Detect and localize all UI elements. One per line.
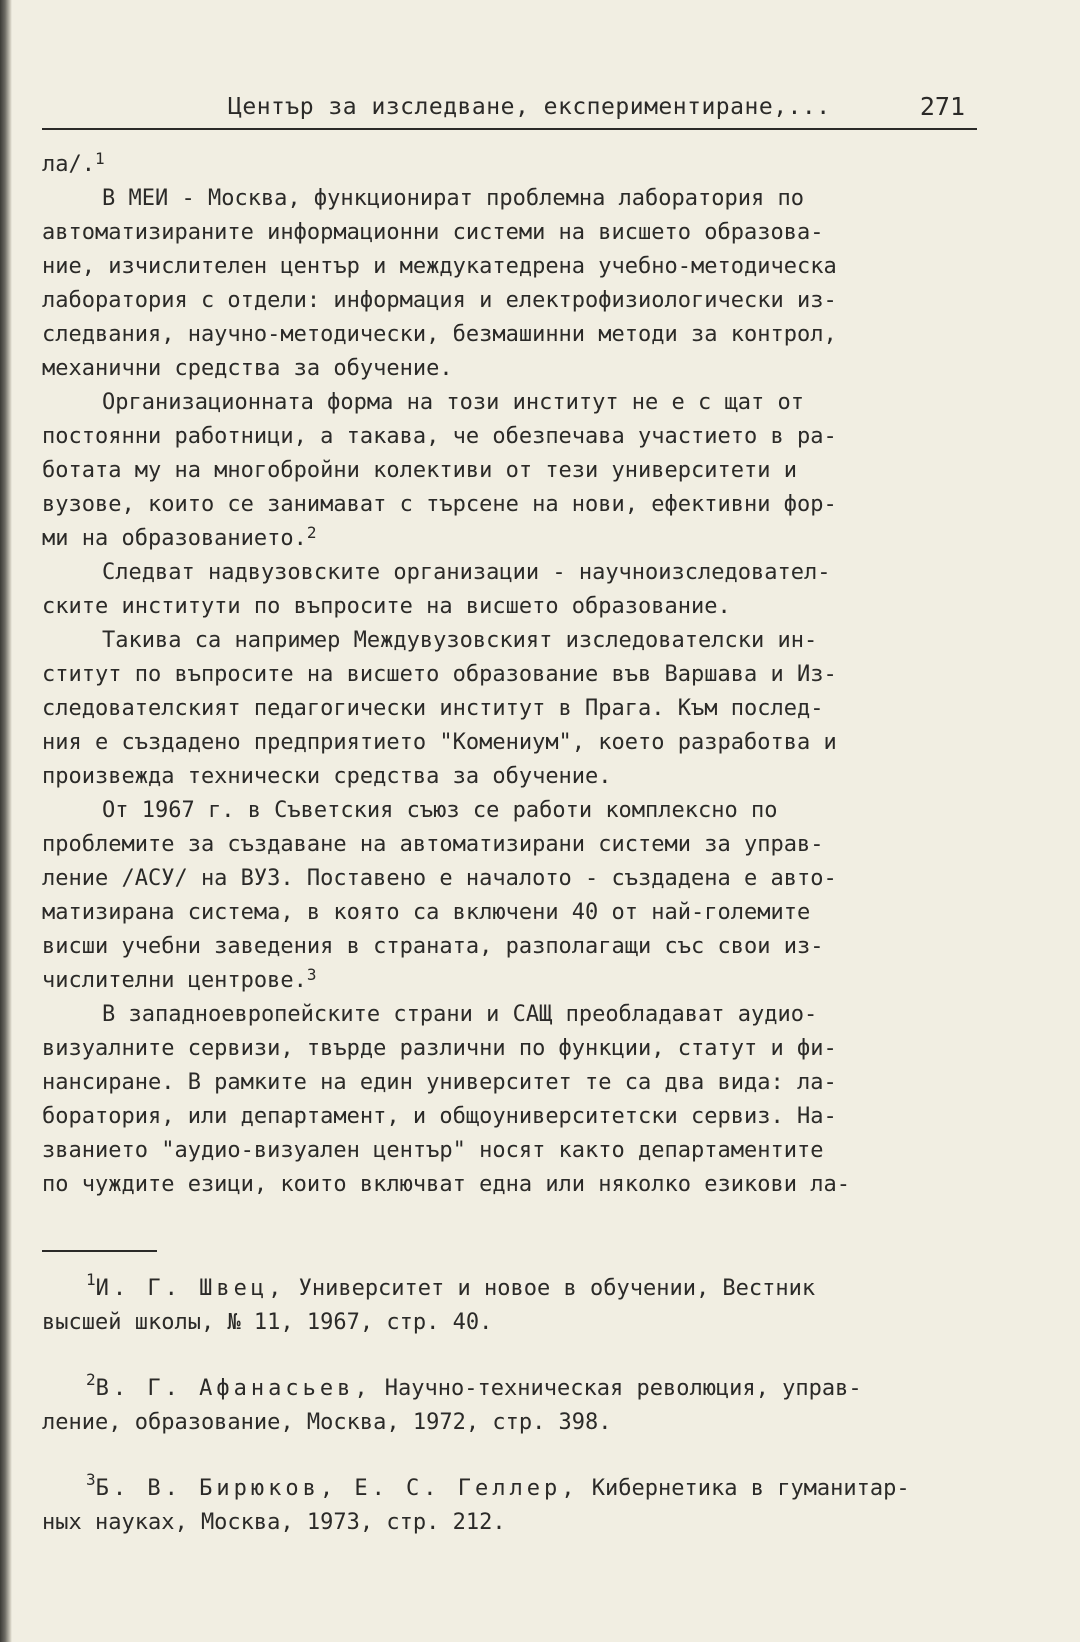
text-line: лаборатория с отдели: информация и електрофизиологически из- <box>42 288 837 313</box>
text-line: В МЕИ - Москва, функционират проблемна лаборатория по <box>102 186 804 211</box>
footnote-ref-2: 2 <box>306 523 317 542</box>
text-line: ститут по въпросите на висшето образование във Варшава и Из- <box>42 662 837 687</box>
footnote-continuation: ление, образование, Москва, 1972, стр. 398. <box>42 1410 612 1435</box>
text-line: вузове, които се занимават с търсене на нови, ефективни фор- <box>42 492 837 517</box>
page-number: 271 <box>919 92 965 121</box>
footnote-number: 3 <box>86 1470 96 1489</box>
text-line: по чуждите езици, които включват една или няколко езикови ла- <box>42 1172 850 1197</box>
footnote-ref-3: 3 <box>306 965 317 984</box>
footnote-1 <box>42 1272 1002 1340</box>
footnote-number: 1 <box>86 1270 96 1289</box>
text-line: ми на образованието.$^2$ <box>42 523 317 551</box>
footnote-author: В. Г. Афанасьев, <box>95 1376 372 1401</box>
main-text <box>42 148 982 1202</box>
footnote-2 <box>42 1372 1002 1440</box>
text-line: следователският педагогически институт в Прага. Към послед- <box>42 696 824 721</box>
page-header <box>42 92 977 130</box>
running-title: Център за изследване, експериментиране,... <box>228 94 831 120</box>
text-line: произвежда технически средства за обучение. <box>42 764 612 789</box>
text-line: ботата му на многобройни колективи от тези университети и <box>42 458 797 483</box>
text-line: проблемите за създаване на автоматизирани системи за управ- <box>42 832 824 857</box>
text-line: Организационната форма на този институт не е с щат от <box>102 390 804 415</box>
footnote-continuation: высшей школы, № 11, 1967, стр. 40. <box>42 1310 493 1335</box>
text-line: матизирана система, в която са включени 40 от най-големите <box>42 900 811 925</box>
footnote-title: Университет и новое в обучении, Вестник <box>285 1276 816 1301</box>
text-line: боратория, или департамент, и общоуниверситетски сервиз. На- <box>42 1104 837 1129</box>
footnote-number: 2 <box>86 1370 96 1389</box>
footnote-title: Научно-техническая революция, управ- <box>371 1376 862 1401</box>
footnote-continuation: ных науках, Москва, 1973, стр. 212. <box>42 1510 506 1535</box>
text-line: визуалните сервизи, твърде различни по функции, статут и фи- <box>42 1036 837 1061</box>
text-line: званието "аудио-визуален център" носят както департаментите <box>42 1138 824 1163</box>
footnote-ref-1: 1 <box>94 149 105 168</box>
text-line: В западноевропейските страни и САЩ преобладават аудио- <box>102 1002 818 1027</box>
text-line: постоянни работници, а такава, че обезпечава участието в ра- <box>42 424 837 449</box>
text-line: Следват надвузовските организации - научноизследовател- <box>102 560 831 585</box>
text-line: ла/.$^1$ <box>42 149 105 177</box>
text-line: ските институти по въпросите на висшето образование. <box>42 594 731 619</box>
text-line: Такива са например Междувузовският изследователски ин- <box>102 628 818 653</box>
text-line: ление /АСУ/ на ВУЗ. Поставено е началото - създадена е авто- <box>42 866 837 891</box>
text-line: числителни центрове.$^3$ <box>42 965 317 993</box>
text-line: следвания, научно-методически, безмашинни методи за контрол, <box>42 322 837 347</box>
text-line: автоматизираните информационни системи на висшето образова- <box>42 220 824 245</box>
footnote-separator <box>42 1250 157 1252</box>
footnote-3 <box>42 1472 1002 1540</box>
footnotes <box>42 1272 1002 1572</box>
text-line: нансиране. В рамките на един университет те са два вида: ла- <box>42 1070 837 1095</box>
footnote-author: И. Г. Швец, <box>95 1276 286 1301</box>
text-line: висши учебни заведения в страната, разполагащи със свои из- <box>42 934 824 959</box>
text-line: От 1967 г. в Съветския съюз се работи комплексно по <box>102 798 778 823</box>
text-line: ние, изчислителен център и междукатедрена учебно-методическа <box>42 254 837 279</box>
text-line: механични средства за обучение. <box>42 356 453 381</box>
book-binding-edge <box>0 0 12 1642</box>
footnote-author: Б. В. Бирюков, Е. С. Геллер, <box>95 1476 579 1501</box>
text-line: ния е създадено предприятието "Комениум", което разработва и <box>42 730 837 755</box>
footnote-title: Кибернетика в гуманитар- <box>578 1476 910 1501</box>
